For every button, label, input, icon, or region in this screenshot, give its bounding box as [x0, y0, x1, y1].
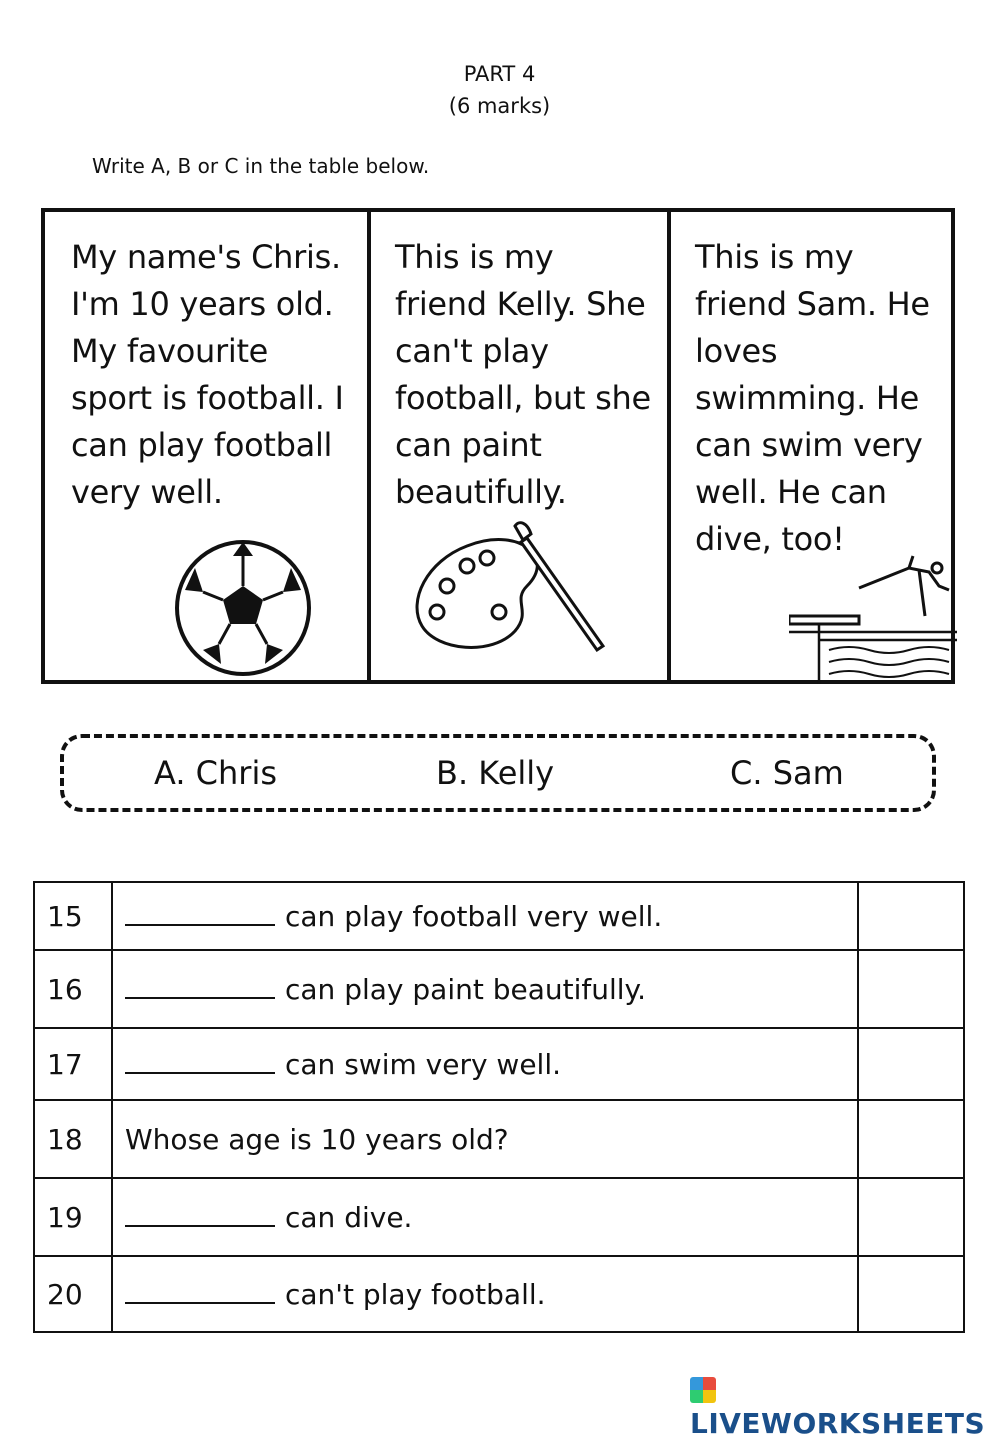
question-text: can't play football. [285, 1277, 546, 1311]
answer-blank [125, 1050, 275, 1074]
question-number: 18 [34, 1100, 112, 1178]
panel-sam [667, 212, 951, 680]
panel-chris [45, 212, 367, 680]
option-c: C. Sam [730, 754, 844, 792]
question-cell [112, 1028, 858, 1100]
question-text: can swim very well. [285, 1047, 562, 1081]
diver-icon [789, 540, 957, 684]
question-number: 19 [34, 1178, 112, 1256]
option-a: A. Chris [154, 754, 278, 792]
question-table [33, 881, 965, 1333]
option-b: B. Kelly [436, 754, 555, 792]
instruction: Write A, B or C in the table below. [92, 154, 430, 178]
answer-blank [125, 1203, 275, 1227]
question-text: can dive. [285, 1200, 413, 1234]
paint-palette-icon [407, 516, 607, 656]
question-cell [112, 1100, 858, 1178]
panel-kelly [367, 212, 667, 680]
answer-box[interactable] [858, 950, 964, 1028]
football-icon [173, 538, 313, 678]
question-number: 16 [34, 950, 112, 1028]
question-number: 17 [34, 1028, 112, 1100]
question-cell [112, 950, 858, 1028]
answer-box[interactable] [858, 1028, 964, 1100]
question-cell [112, 882, 858, 950]
question-text: can play paint beautifully. [285, 972, 647, 1006]
question-cell [112, 1256, 858, 1332]
question-row [34, 1100, 964, 1178]
answer-box[interactable] [858, 1256, 964, 1332]
header [0, 58, 999, 122]
answer-blank [125, 902, 275, 926]
answer-blank [125, 1280, 275, 1304]
liveworksheets-icon [690, 1377, 716, 1403]
answer-box[interactable] [858, 882, 964, 950]
question-row [34, 1028, 964, 1100]
panel-text: This is my friend Sam. He loves swimming. He can swim very well. He can dive, too! [695, 238, 930, 558]
question-row [34, 950, 964, 1028]
question-text: Whose age is 10 years old? [125, 1122, 509, 1156]
question-row [34, 1256, 964, 1332]
marks-label: (6 marks) [448, 94, 551, 118]
answer-box[interactable] [858, 1178, 964, 1256]
question-row [34, 1178, 964, 1256]
answer-options [60, 734, 936, 812]
question-cell [112, 1178, 858, 1256]
reading-panels [41, 208, 955, 684]
answer-box[interactable] [858, 1100, 964, 1178]
panel-text: This is my friend Kelly. She can't play football, but she can paint beautifully. [395, 238, 651, 511]
answer-blank [125, 975, 275, 999]
brand-text: LIVEWORKSHEETS [690, 1407, 986, 1440]
question-number: 20 [34, 1256, 112, 1332]
liveworksheets-logo [690, 1374, 999, 1440]
question-row [34, 882, 964, 950]
part-title: PART 4 [463, 62, 536, 86]
panel-text: My name's Chris. I'm 10 years old. My favourite sport is football. I can play football very well. [71, 238, 344, 511]
question-text: can play football very well. [285, 899, 663, 933]
question-number: 15 [34, 882, 112, 950]
